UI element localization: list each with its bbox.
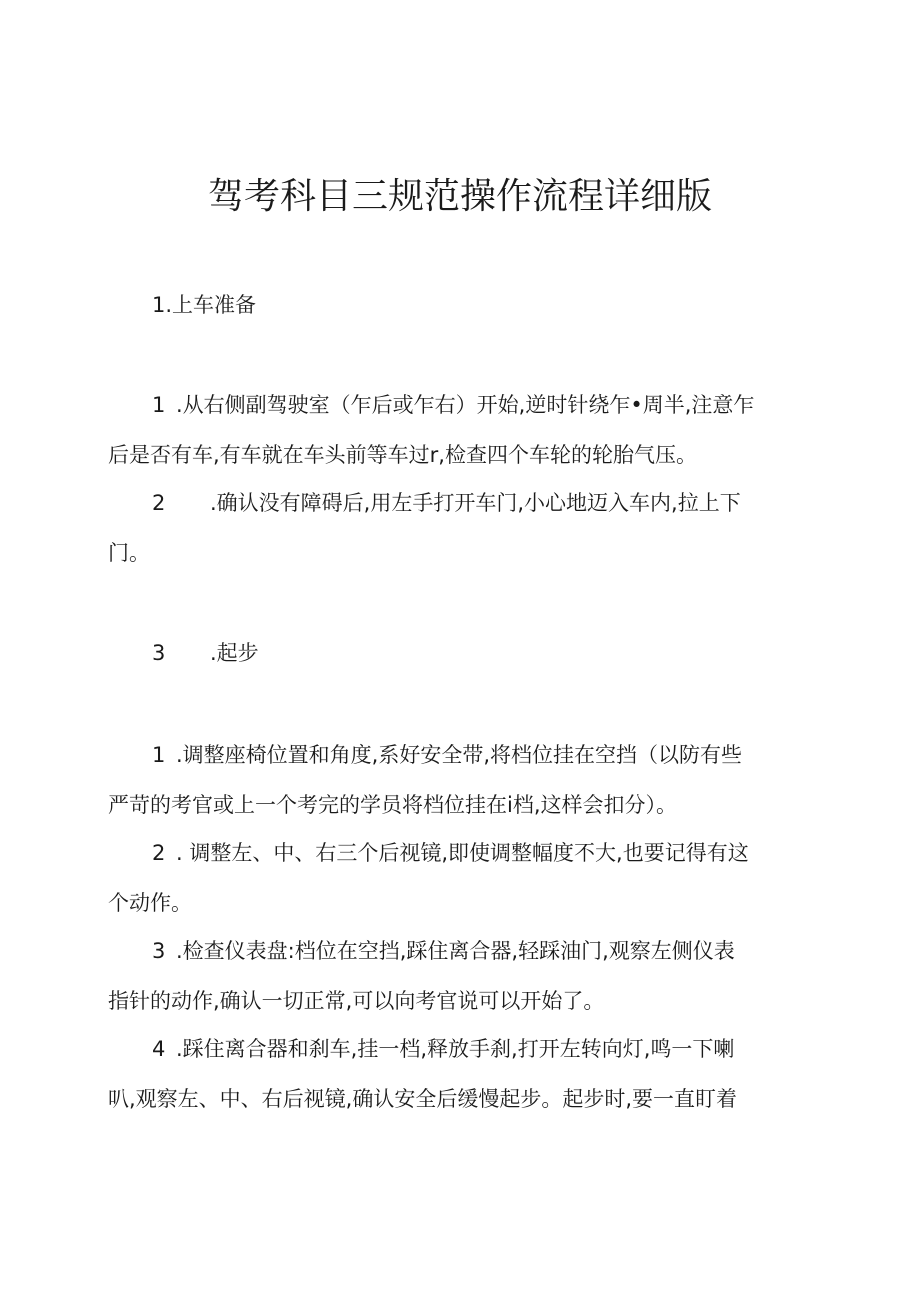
list-item-text-line1: .从右侧副驾驶室（乍后或乍右）开始,逆时针绕乍•周半,注意乍 xyxy=(176,393,755,417)
list-item xyxy=(108,730,820,830)
list-item-number: 3 xyxy=(152,939,166,963)
list-item-text-line1: .确认没有障碍后,用左手打开车门,小心地迈入车内,拉上下 xyxy=(210,491,741,515)
section-heading-text: .起步 xyxy=(210,641,259,665)
section-heading-number: 1. xyxy=(152,293,173,317)
section-heading-number: 3 xyxy=(152,641,166,665)
list-item-text-line2: 严苛的考官或上一个考完的学员将档位挂在i档,这样会扣分）。 xyxy=(108,793,678,817)
list-item-text-line1: .调整座椅位置和角度,系好安全带,将档位挂在空挡（以防有些 xyxy=(176,743,743,767)
list-item xyxy=(108,1024,820,1124)
section-heading-start xyxy=(152,638,259,668)
list-item-text-line2: 后是否有车,有车就在车头前等车过r,检查四个车轮的轮胎气压。 xyxy=(108,443,697,467)
list-item xyxy=(108,828,820,928)
list-item xyxy=(108,926,820,1026)
list-item-number: 4 xyxy=(152,1037,166,1061)
list-item-text-line2: 叭,观察左、中、右后视镜,确认安全后缓慢起步。起步时,要一直盯着 xyxy=(108,1087,738,1111)
list-item-text-line1: . 调整左、中、右三个后视镜,即使调整幅度不大,也要记得有这 xyxy=(176,841,749,865)
list-item xyxy=(108,478,820,578)
list-item-text-line2: 门。 xyxy=(108,541,150,565)
list-item-text-line2: 指针的动作,确认一切正常,可以向考官说可以开始了。 xyxy=(108,989,605,1013)
list-item-number: 2 xyxy=(152,841,166,865)
list-item xyxy=(108,380,820,480)
list-item-number: 2 xyxy=(152,491,166,515)
list-item-text-line1: .踩住离合器和刹车,挂一档,释放手刹,打开左转向灯,鸣一下喇 xyxy=(176,1037,735,1061)
document-title: 驾考科目三规范操作流程详细版 xyxy=(207,176,712,217)
list-item-text-line1: .检查仪表盘:档位在空挡,踩住离合器,轻踩油门,观察左侧仪表 xyxy=(176,939,735,963)
list-item-number: 1 xyxy=(152,393,166,417)
list-item-number: 1 xyxy=(152,743,166,767)
list-item-text-line2: 个动作。 xyxy=(108,891,192,915)
section-heading-boarding xyxy=(152,290,256,320)
section-heading-text: 上车准备 xyxy=(172,293,257,317)
